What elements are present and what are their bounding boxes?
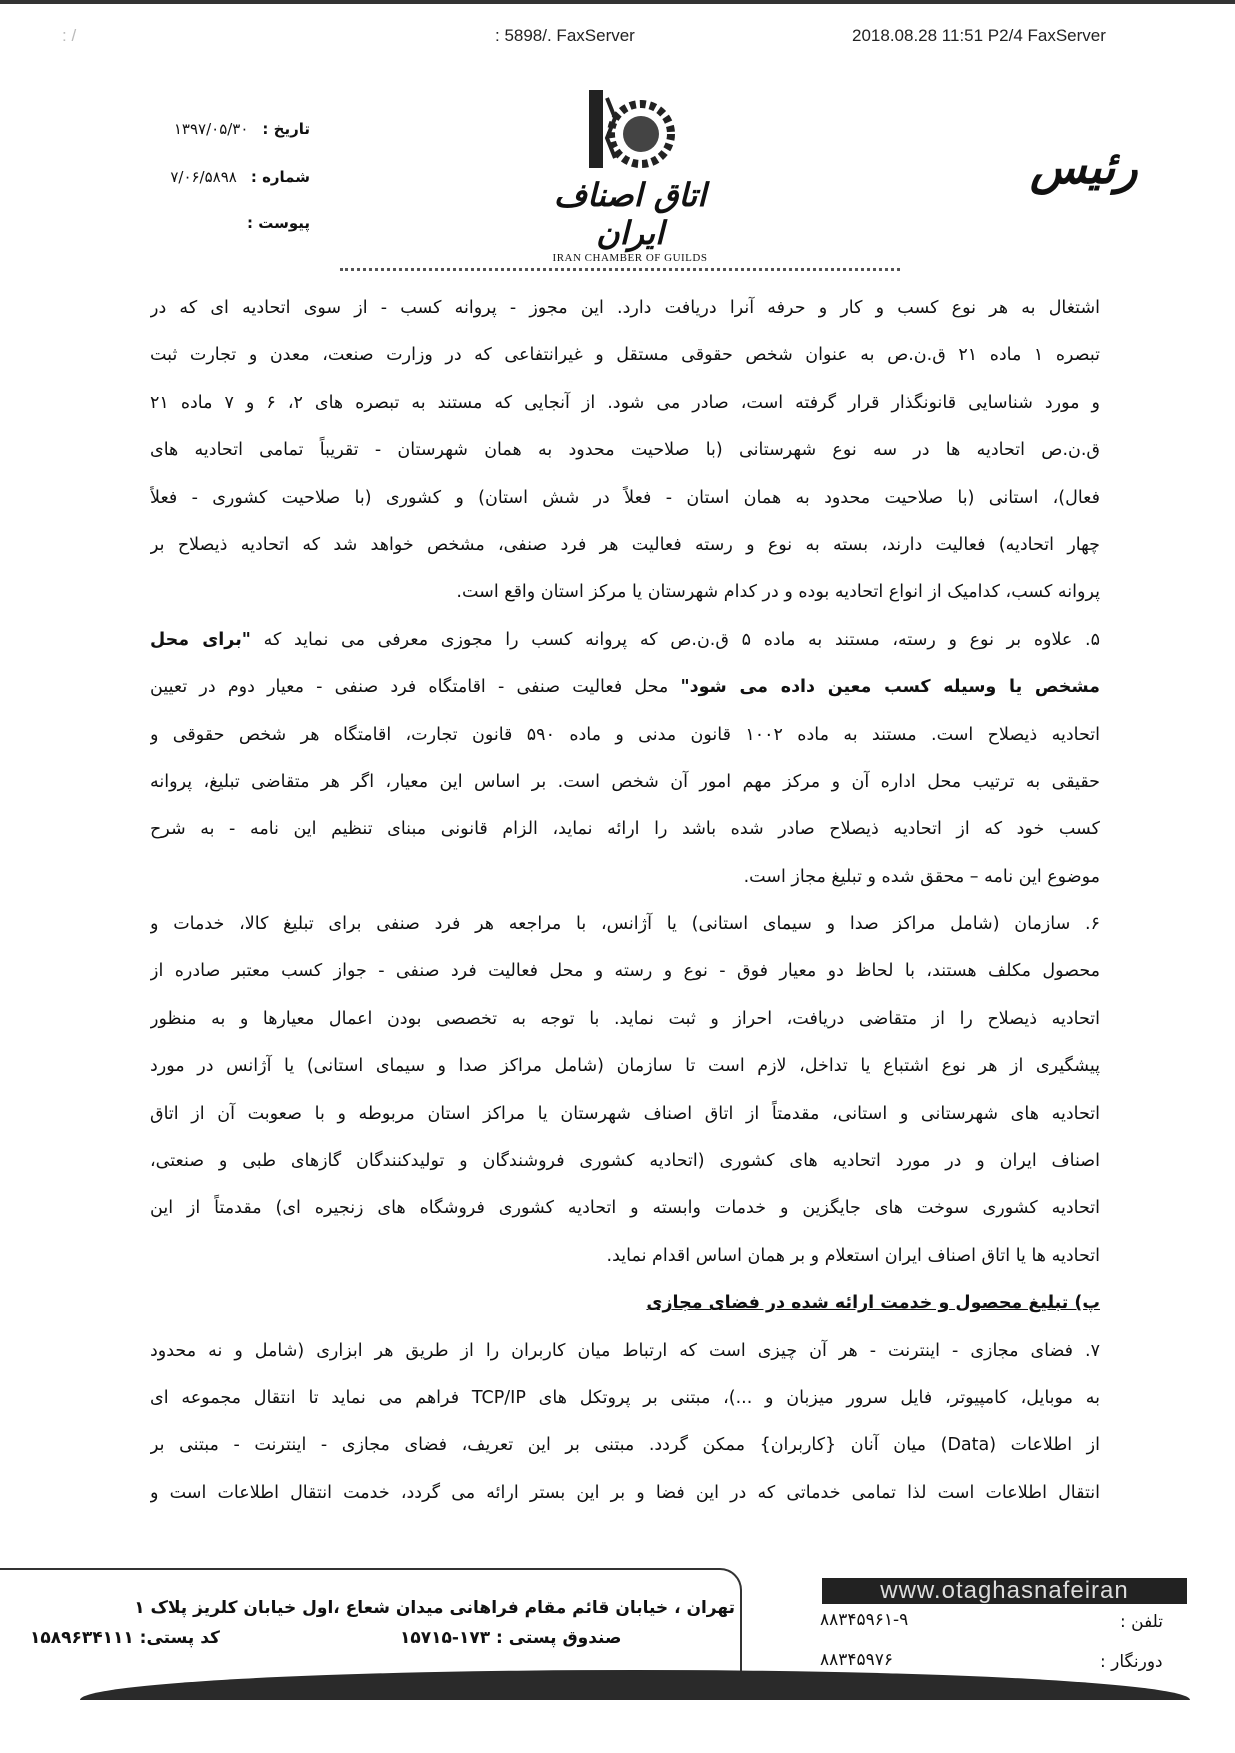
scan-edge — [0, 0, 1235, 4]
fax-header-right: 2018.08.28 11:51 P2/4 FaxServer — [852, 26, 1106, 45]
footer-po-box: صندوق پستی : ۱۷۳-۱۵۷۱۵ — [400, 1628, 622, 1648]
fax-header-center: : 5898/. FaxServer — [495, 26, 635, 45]
body-line: ق.ن.ص اتحادیه ها در سه نوع شهرستانی (با صلاحیت محدود به همان شهرستان - تقریباً تمامی اتحادیه های — [150, 440, 1100, 461]
body-line: ۶. سازمان (شامل مراکز صدا و سیمای استانی) یا آژانس، با مراجعه هر فرد صنفی برای تبلیغ کالا، خدمات و — [150, 914, 1100, 935]
body-line: کسب خود که از اتحادیه ذیصلاح صادر شده باشد را ارائه نماید، الزام قانونی مبنای تنظیم این نامه - به شرح — [150, 819, 1100, 840]
body-line: انتقال اطلاعات است لذا تمامی خدماتی که در این فضا و بر این بستر ارائه می گردد، خدمت انتقال اطلاعات است و — [150, 1482, 1100, 1503]
body-line: اتحادیه های شهرستانی و استانی، مقدمتاً از اتاق اصناف شهرستان یا مراکز استان مربوطه و با صعوبت آن از اتاق — [150, 1103, 1100, 1124]
body-line — [150, 622, 1100, 669]
body-line: چهار اتحادیه) فعالیت دارند، بسته به نوع و رسته فعالیت هر فرد صنفی، مشخص خواهد شد که اتحادیه ذیصلاح بر — [150, 534, 1100, 555]
body-text: ۵. علاوه بر نوع و رسته، مستند به ماده ۵ ق.ن.ص که پروانه کسب را مجوزی معرفی می نماید که — [250, 629, 1100, 650]
logo-name-en: IRAN CHAMBER OF GUILDS — [552, 252, 708, 264]
footer-phone-label: تلفن : — [1120, 1612, 1164, 1632]
footer-fax-label: دورنگار : — [1100, 1652, 1163, 1672]
body-line: تبصره ۱ ماده ۲۱ ق.ن.ص به عنوان شخص حقوقی مستقل و غیرانتفاعی که در وزارت صنعت، معدن و تجارت ثبت — [150, 345, 1100, 366]
body-line: اصناف ایران و در مورد اتحادیه های کشوری (اتحادیه کشوری فروشندگان و تولیدکنندگان گازهای طبی و صنعتی، — [150, 1151, 1100, 1172]
body-line: ۷. فضای مجازی - اینترنت - هر آن چیزی است که ارتباط میان کاربران را از طریق هر ابزاری (شامل و نه محدود — [150, 1340, 1100, 1361]
body-line: از اطلاعات (Data) میان آنان {کاربران} ممکن گردد. مبتنی بر این تعریف، فضای مجازی - اینترنت - مبتنی بر — [150, 1435, 1100, 1456]
body-line: اتحادیه ها یا اتاق اصناف ایران استعلام و بر همان اساس اقدام نماید. — [606, 1245, 1100, 1266]
chamber-logo — [520, 88, 740, 264]
number-row — [110, 168, 310, 186]
body-line: موضوع این نامه – محقق شده و تبلیغ مجاز است. — [743, 866, 1100, 887]
fax-left-mark: : / — [62, 26, 77, 45]
body-text: محل فعالیت صنفی - اقامتگاه فرد صنفی - معیار دوم در تعیین — [150, 677, 681, 698]
header-divider — [340, 268, 900, 274]
body-line: حقیقی به ترتیب محل اداره آن و مرکز مهم امور آن شخص است. بر اساس این معیار، اگر هر متقاضی تبلیغ، پروانه — [150, 771, 1100, 792]
date-label: تاریخ : — [262, 120, 310, 138]
body-line — [150, 669, 1100, 716]
body-line: محصول مکلف هستند، با لحاظ دو معیار فوق - نوع و رسته و محل فعالیت فرد صنفی - جواز کسب معتبر صادره از — [150, 961, 1100, 982]
body-line: فعال)، استانی (با صلاحیت محدود به همان استان - فعلاً در شش استان) و کشوری (با صلاحیت کشوری - فعلاً — [150, 487, 1100, 508]
date-value: ۱۳۹۷/۰۵/۳۰ — [173, 120, 249, 138]
body-line: و مورد شناسایی قانونگذار قرار گرفته است، صادر می شود. از آنجایی که مستند به تبصره های ۲، ۶ و ۷ ماده ۲۱ — [150, 392, 1100, 413]
section-heading: پ) تبلیغ محصول و خدمت ارائه شده در فضای مجازی — [646, 1293, 1100, 1314]
body-quote-bold: مشخص یا وسیله کسب معین داده می شود" — [680, 677, 1100, 698]
footer-website: www.otaghasnafeiran — [822, 1578, 1187, 1604]
body-line: پروانه کسب، کدامیک از انواع اتحادیه بوده و در کدام شهرستان یا مرکز استان واقع است. — [456, 582, 1100, 603]
letter-body — [150, 290, 1100, 1522]
footer-postal-code: کد پستی: ۱۵۸۹۶۳۴۱۱۱ — [30, 1628, 220, 1648]
body-line: اتحادیه کشوری سوخت های جایگزین و خدمات وابسته و اتحادیه کشوری فروشگاه های زنجیره ای) مقدمتاً از این — [150, 1198, 1100, 1219]
footer-fax: ۸۸۳۴۵۹۷۶ — [820, 1650, 894, 1670]
gear-emblem-icon — [585, 88, 675, 170]
body-line: اشتغال به هر نوع کسب و کار و حرفه آنرا دریافت دارد. این مجوز - پروانه کسب - از سوی اتحادیه ای که در — [150, 298, 1100, 318]
body-line: اتحادیه ذیصلاح را از متقاضی دریافت، احراز و ثبت نماید. با توجه به تخصصی بودن اعمال معیارها و به منظور — [150, 1008, 1100, 1029]
body-line: پیشگیری از هر نوع اشتباع یا تداخل، لازم است تا سازمان (شامل مراکز صدا و سیمای استانی) یا آژانس در مورد — [150, 1056, 1100, 1077]
body-line: به موبایل، کامپیوتر، فایل سرور میزبان و ...)، مبتنی بر پروتکل های TCP/IP فراهم می نماید تا انتقال مجموعه ای — [150, 1387, 1100, 1408]
body-line: اتحادیه ذیصلاح است. مستند به ماده ۱۰۰۲ قانون مدنی و ماده ۵۹۰ قانون تجارت، اقامتگاه هر شخص حقوقی و — [150, 724, 1100, 745]
footer-phone: ۸۸۳۴۵۹۶۱-۹ — [820, 1610, 909, 1630]
number-label: شماره : — [250, 168, 310, 186]
attachment-label: پیوست : — [246, 214, 310, 232]
number-value: ۷/۰۶/۵۸۹۸ — [170, 168, 237, 186]
date-row — [110, 120, 310, 138]
body-quote-bold: "برای محل — [150, 629, 251, 650]
attachment-row — [110, 214, 310, 232]
footer-address: تهران ، خیابان قائم مقام فراهانی میدان شعاع ،اول خیابان کلریز پلاک ۱ — [134, 1598, 735, 1618]
logo-name-fa: اتاق اصناف ایران — [553, 176, 707, 252]
president-signature: رئیس — [1030, 140, 1138, 194]
footer-address-box — [0, 1568, 742, 1682]
